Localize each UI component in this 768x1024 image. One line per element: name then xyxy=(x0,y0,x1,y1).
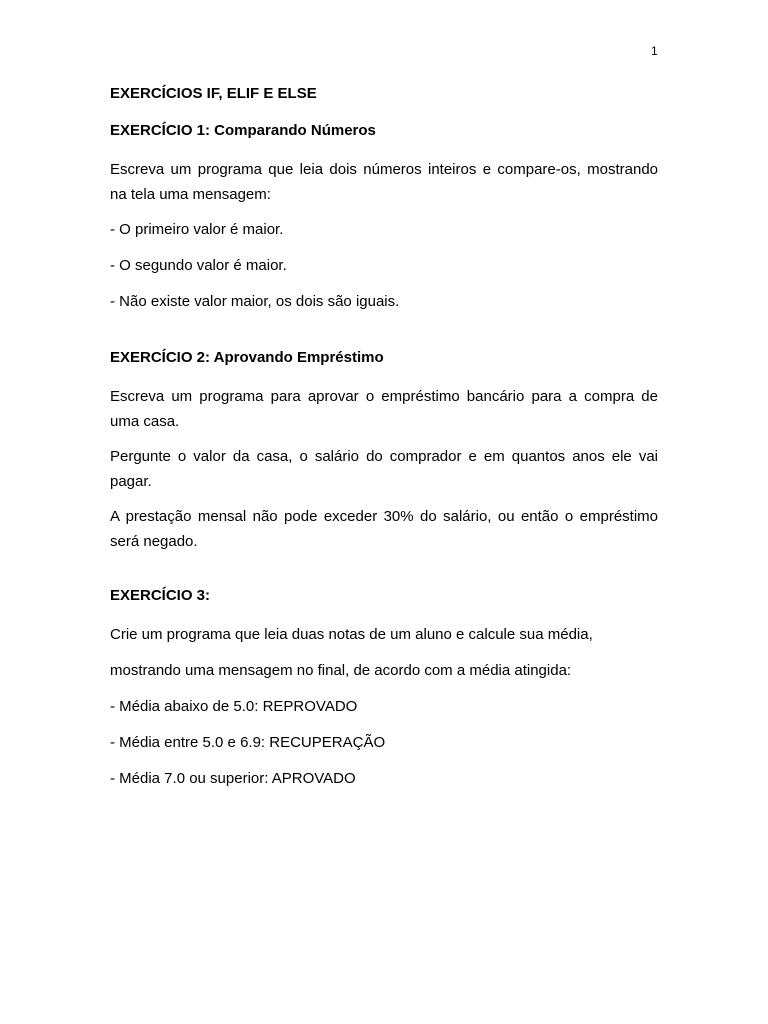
exercise-2-heading: EXERCÍCIO 2: Aprovando Empréstimo xyxy=(110,349,384,366)
exercise-3-item: - Média entre 5.0 e 6.9: RECUPERAÇÃO xyxy=(110,734,386,751)
exercise-2-p2-line-2: pagar. xyxy=(110,473,152,490)
exercise-3-heading: EXERCÍCIO 3: xyxy=(110,587,211,604)
exercise-3-line-2: mostrando uma mensagem no final, de acordo com a média atingida: xyxy=(110,662,572,679)
exercise-2-p2-line-1: Pergunte o valor da casa, o salário do comprador e em quantos anos ele vai xyxy=(110,448,658,465)
section-spacer xyxy=(110,325,658,348)
exercise-3 xyxy=(110,586,658,791)
exercise-1-item: - Não existe valor maior, os dois são iguais. xyxy=(110,293,400,310)
exercise-2-p1-line-1: Escreva um programa para aprovar o empréstimo bancário para a compra de xyxy=(110,388,658,405)
exercise-2-paragraph-1 xyxy=(110,384,658,434)
exercise-2-paragraph-2 xyxy=(110,444,658,494)
section-spacer xyxy=(110,564,658,586)
exercise-1-intro xyxy=(110,157,658,207)
exercise-3-item: - Média 7.0 ou superior: APROVADO xyxy=(110,770,356,787)
exercise-2-paragraph-3 xyxy=(110,504,658,554)
exercise-2-p3-line-2: será negado. xyxy=(110,533,198,550)
exercise-2-p3-line-1: A prestação mensal não pode exceder 30% do salário, ou então o empréstimo xyxy=(110,508,658,525)
page-number: 1 xyxy=(651,44,658,58)
exercise-2-p1-line-2: uma casa. xyxy=(110,413,180,430)
exercise-1-intro-line-2: na tela uma mensagem: xyxy=(110,186,271,203)
exercise-3-item: - Média abaixo de 5.0: REPROVADO xyxy=(110,698,358,715)
document-body xyxy=(110,84,658,802)
exercise-3-line-1: Crie um programa que leia duas notas de um aluno e calcule sua média, xyxy=(110,626,593,643)
exercise-1-item: - O primeiro valor é maior. xyxy=(110,221,284,238)
exercise-1 xyxy=(110,121,658,314)
exercise-1-intro-line-1: Escreva um programa que leia dois números inteiros e compare-os, mostrando xyxy=(110,161,658,178)
document-title: EXERCÍCIOS IF, ELIF E ELSE xyxy=(110,85,317,102)
exercise-2 xyxy=(110,348,658,554)
exercise-1-item: - O segundo valor é maior. xyxy=(110,257,287,274)
exercise-1-heading: EXERCÍCIO 1: Comparando Números xyxy=(110,122,376,139)
